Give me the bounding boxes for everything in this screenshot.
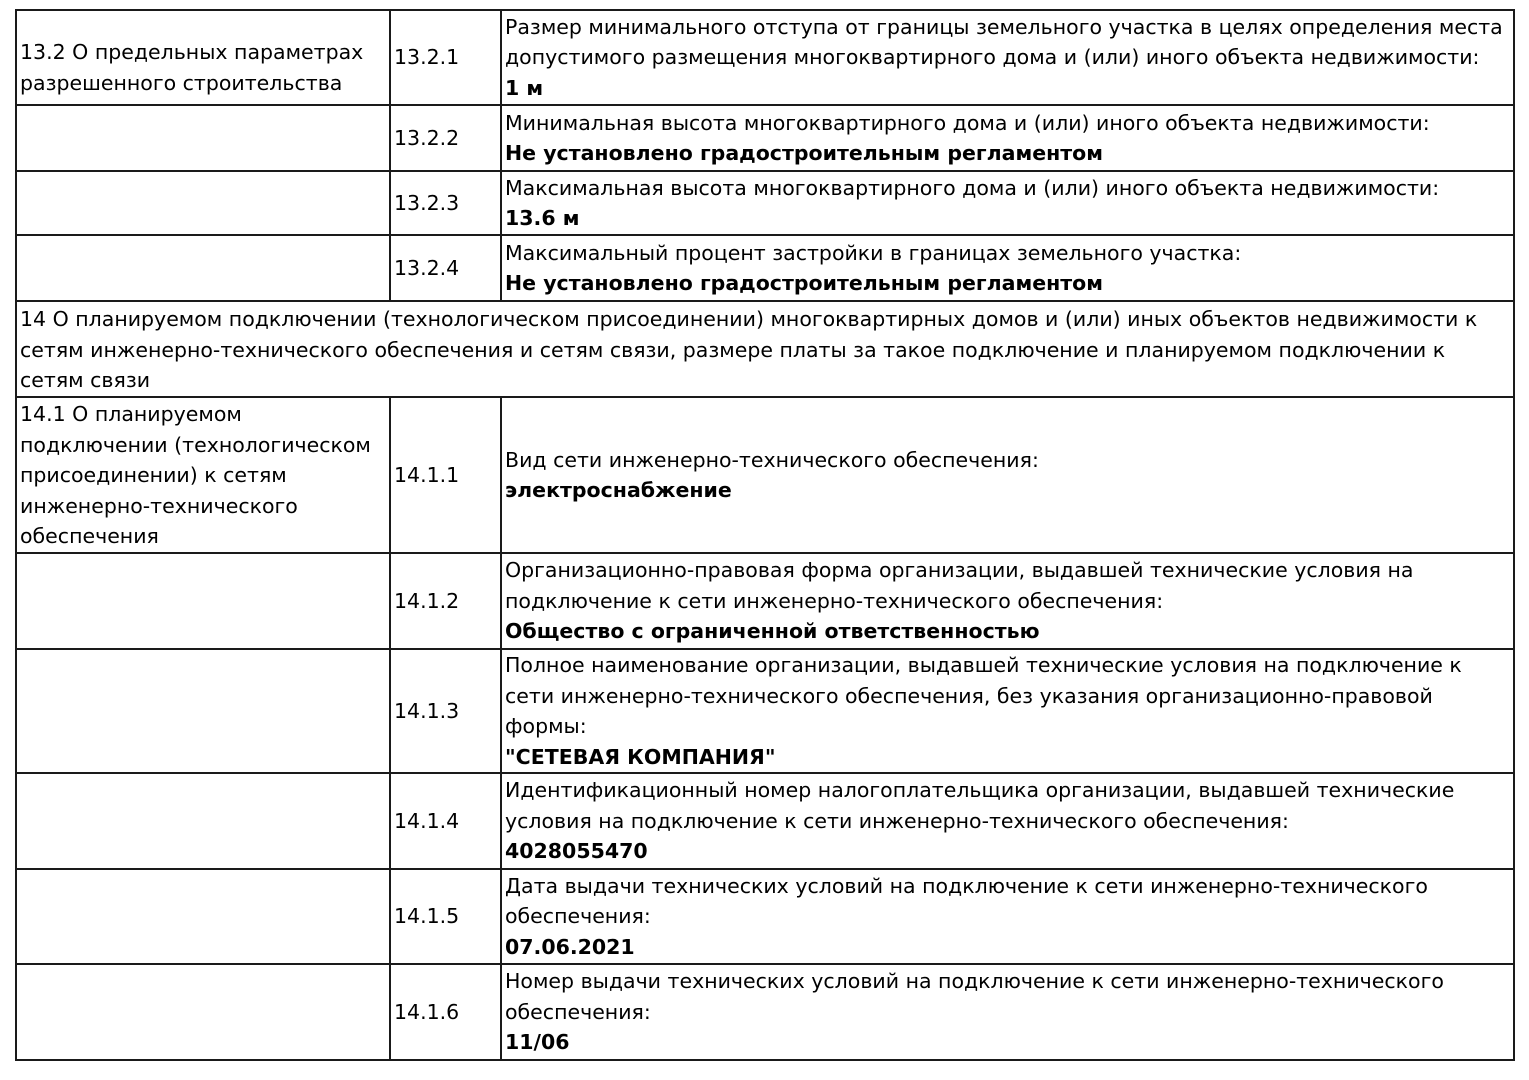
field-value: Общество с ограниченной ответственностью [505, 619, 1040, 644]
field-label: Максимальная высота многоквартирного дома и (или) иного объекта недвижимости: [505, 175, 1440, 200]
item-content-cell [501, 869, 1514, 964]
field-label: Вид сети инженерно-технического обеспечения: [505, 447, 1039, 472]
item-content-cell [501, 10, 1514, 105]
field-value: Не установлено градостроительным регламентом [505, 141, 1104, 165]
section-title-cell [16, 553, 390, 649]
section-title-cell [16, 171, 390, 235]
table-row [16, 869, 1514, 964]
field-label: Номер выдачи технических условий на подключение к сети инженерно-технического обеспечения: [505, 969, 1444, 1024]
item-content-cell [501, 553, 1514, 649]
item-code-cell: 14.1.1 [390, 397, 501, 553]
field-label: Размер минимального отступа от границы земельного участка в целях определения места допустимого размещения многоквартирного дома и (или) иного объекта недвижимости: [505, 14, 1503, 70]
table-row [16, 397, 1514, 553]
table-row [16, 105, 1514, 171]
section-title-cell [16, 773, 390, 869]
field-value: 07.06.2021 [505, 934, 635, 959]
section-title-cell [16, 649, 390, 773]
field-value: "СЕТЕВАЯ КОМПАНИЯ" [505, 744, 776, 769]
table-row [16, 773, 1514, 869]
section-title-cell [16, 964, 390, 1060]
section-title-cell: 14.1 О планируемом подключении (технологическом присоединении) к сетям инженерно-технического обеспечения [16, 397, 390, 553]
field-value: 11/06 [505, 1030, 570, 1055]
item-code-cell: 14.1.6 [390, 964, 501, 1060]
section-title-cell: 13.2 О предельных параметрах разрешенного строительства [16, 10, 390, 105]
section-title-cell [16, 105, 390, 171]
section-heading-14: 14 О планируемом подключении (технологическом присоединении) многоквартирных домов и (или) иных объектов недвижимости к сетям инженерно-технического обеспечения и сетям связи, размере платы за такое подключение и планируемом подключении к сетям связи [16, 301, 1514, 397]
item-code-cell: 13.2.4 [390, 235, 501, 301]
section-title-cell [16, 235, 390, 301]
field-value: Не установлено градостроительным регламентом [505, 271, 1104, 295]
table-row [16, 553, 1514, 649]
item-code-cell: 13.2.3 [390, 171, 501, 235]
item-code-cell: 14.1.5 [390, 869, 501, 964]
item-content-cell [501, 171, 1514, 235]
item-code-cell: 14.1.4 [390, 773, 501, 869]
field-label: Максимальный процент застройки в границах земельного участка: [505, 240, 1242, 265]
table-row [16, 235, 1514, 301]
field-label: Дата выдачи технических условий на подключение к сети инженерно-технического обеспечения: [505, 873, 1428, 929]
item-content-cell [501, 649, 1514, 773]
table-row [16, 649, 1514, 773]
item-code-cell: 13.2.1 [390, 10, 501, 105]
field-label: Идентификационный номер налогоплательщика организации, выдавшей технические условия на подключение к сети инженерно-технического обеспечения: [505, 778, 1455, 833]
item-content-cell [501, 773, 1514, 869]
section-heading-row [16, 301, 1514, 397]
item-content-cell [501, 964, 1514, 1060]
field-label: Организационно-правовая форма организации, выдавшей технические условия на подключение к сети инженерно-технического обеспечения: [505, 558, 1414, 613]
section-title-cell [16, 869, 390, 964]
field-label: Полное наименование организации, выдавшей технические условия на подключение к сети инженерно-технического обеспечения, без указания организационно-правовой формы: [505, 653, 1462, 738]
item-content-cell [501, 235, 1514, 301]
item-code-cell: 13.2.2 [390, 105, 501, 171]
table-row [16, 171, 1514, 235]
field-value: электроснабжение [505, 478, 732, 502]
item-code-cell: 14.1.2 [390, 553, 501, 649]
field-value: 13.6 м [505, 206, 580, 230]
item-content-cell [501, 397, 1514, 553]
field-value: 1 м [505, 75, 544, 100]
item-code-cell: 14.1.3 [390, 649, 501, 773]
project-declaration-table [15, 9, 1515, 1061]
field-label: Минимальная высота многоквартирного дома и (или) иного объекта недвижимости: [505, 110, 1430, 135]
item-content-cell [501, 105, 1514, 171]
table-row [16, 964, 1514, 1060]
field-value: 4028055470 [505, 839, 648, 864]
table-row [16, 10, 1514, 105]
